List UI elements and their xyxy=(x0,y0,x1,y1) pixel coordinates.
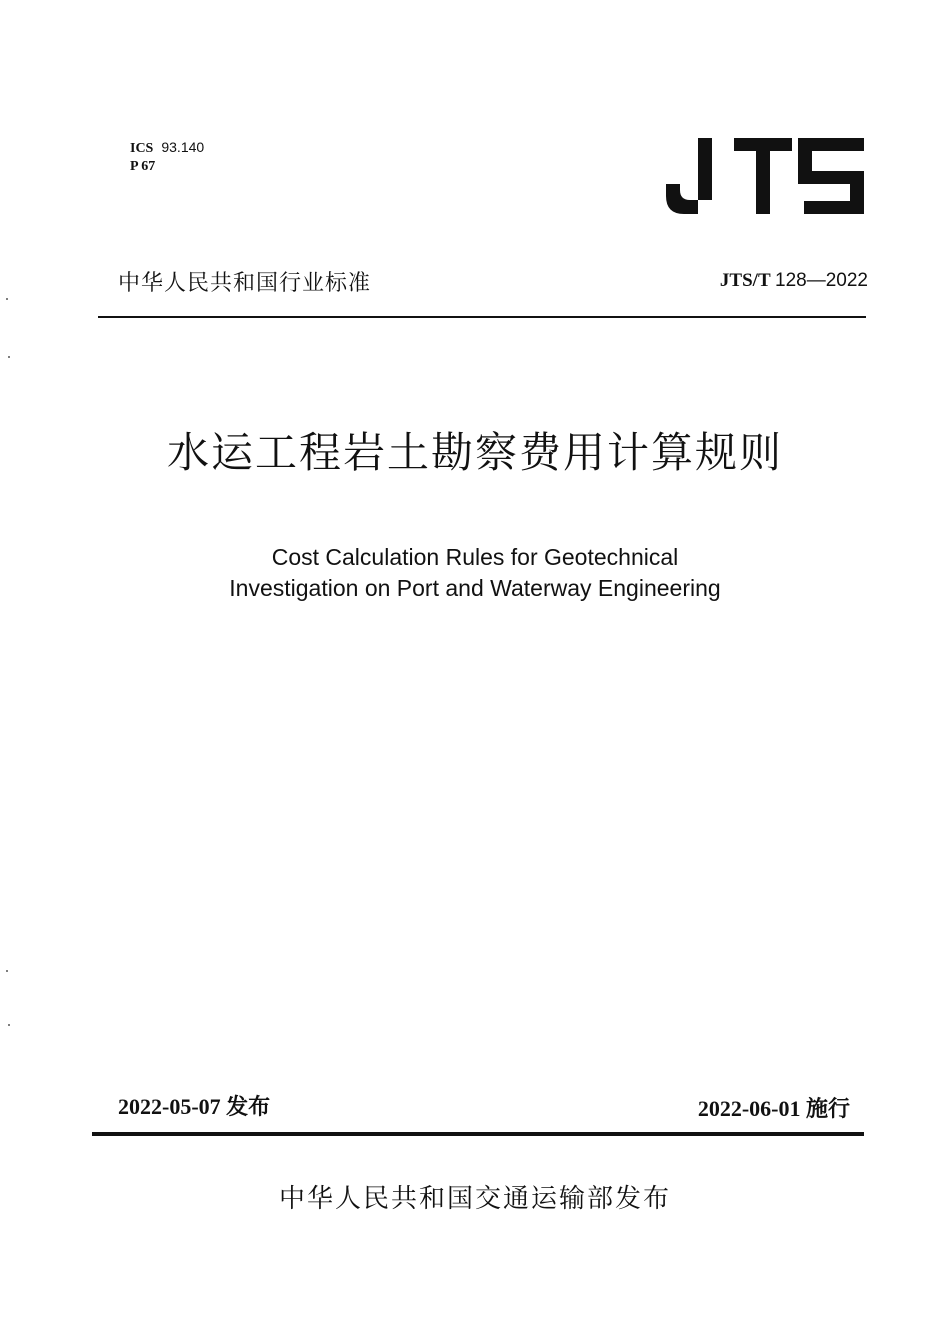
scan-speck xyxy=(8,1024,10,1026)
standard-code-prefix: JTS/T xyxy=(719,270,771,291)
standard-code xyxy=(720,270,868,292)
implementation-date-value: 2022-06-01 xyxy=(697,1096,801,1121)
bottom-divider xyxy=(92,1132,864,1136)
implementation-date xyxy=(698,1092,850,1123)
ics-label: ICS xyxy=(130,141,154,156)
top-divider xyxy=(98,316,866,318)
scan-speck xyxy=(6,298,8,300)
scan-speck xyxy=(8,356,10,358)
publisher: 中华人民共和国交通运输部发布 xyxy=(278,1183,671,1213)
title-english-line-1: Cost Calculation Rules for Geotechnical xyxy=(271,544,679,570)
implementation-date-label: 施行 xyxy=(805,1096,850,1121)
title-english xyxy=(0,542,950,604)
ics-classification xyxy=(130,138,204,176)
standard-type: 中华人民共和国行业标准 xyxy=(118,270,372,295)
scan-speck xyxy=(6,970,8,972)
issue-date xyxy=(118,1090,270,1121)
ics-value: 93.140 xyxy=(161,139,205,155)
class-code: P 67 xyxy=(130,159,156,174)
jts-logo xyxy=(660,132,870,216)
issue-date-value: 2022-05-07 xyxy=(118,1094,221,1119)
issue-date-label: 发布 xyxy=(226,1094,271,1119)
title-chinese: 水运工程岩土勘察费用计算规则 xyxy=(166,428,783,477)
standard-code-number: 128—2022 xyxy=(775,270,868,291)
title-english-line-2: Investigation on Port and Waterway Engineering xyxy=(229,575,721,601)
